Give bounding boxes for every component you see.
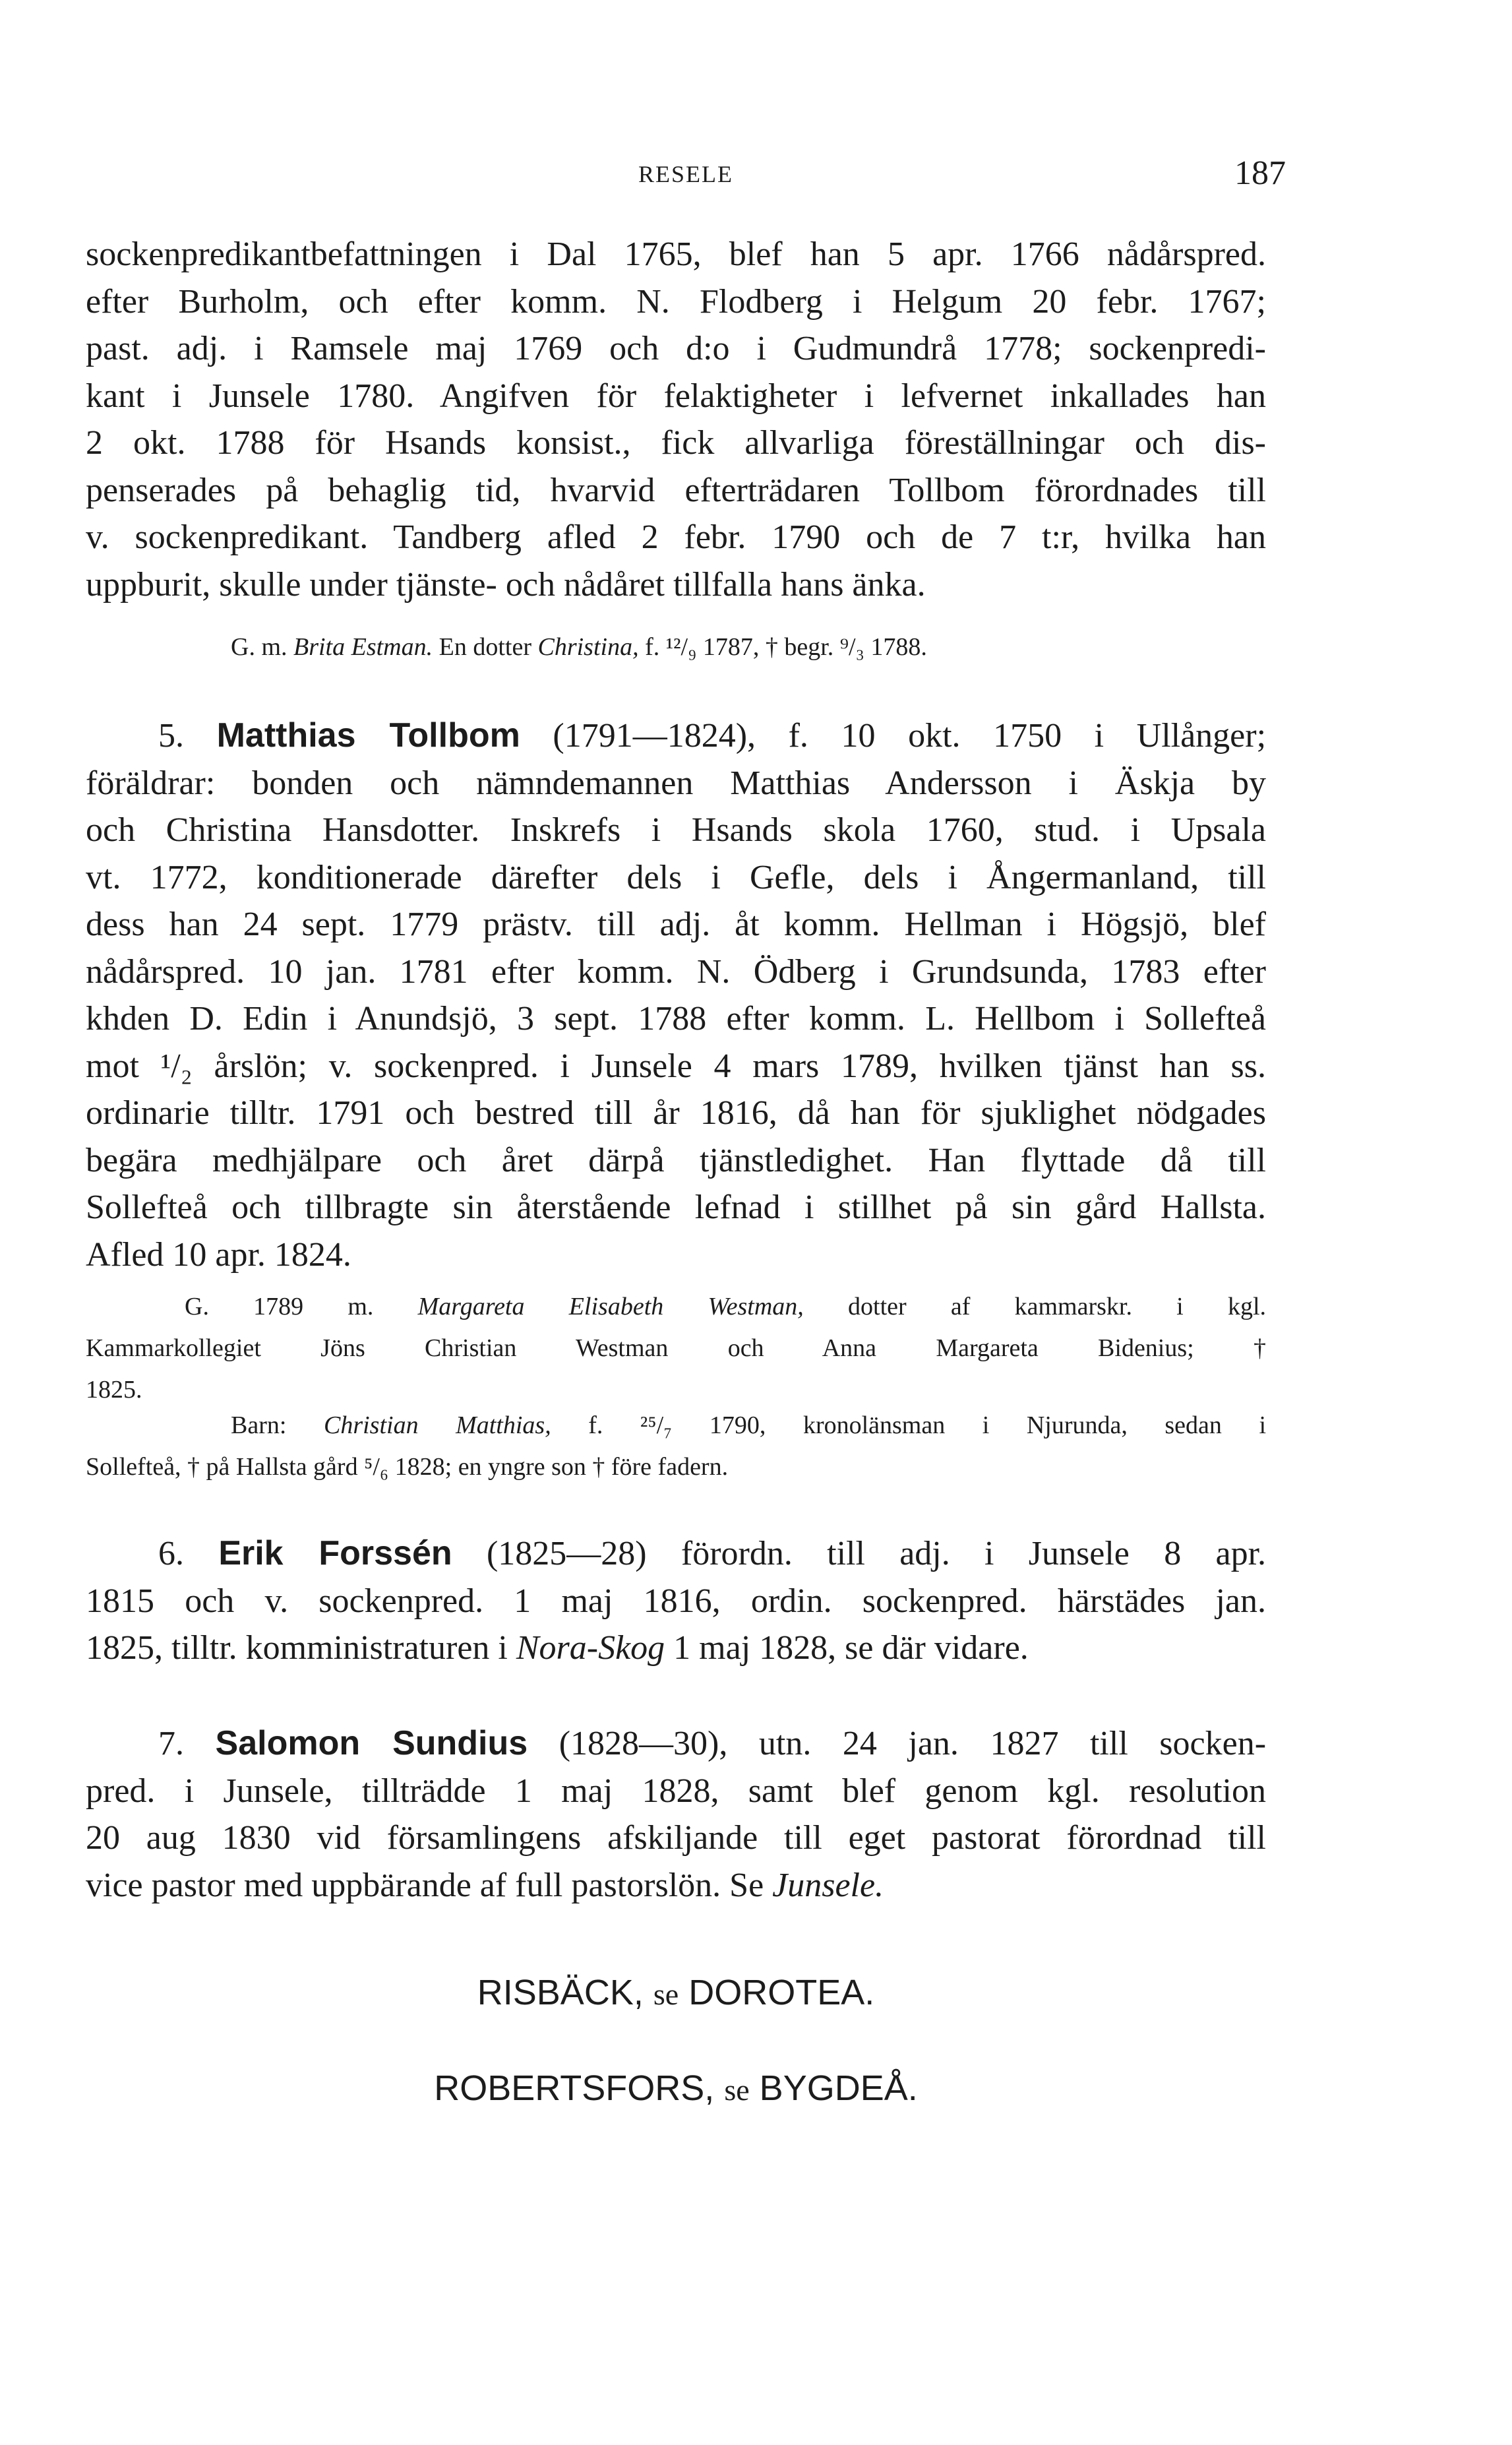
spouse-name: Brita Estman. xyxy=(293,633,433,661)
note-line: 1825. xyxy=(86,1376,142,1404)
entry-name: Matthias Tollbom xyxy=(216,716,520,755)
entry-heading-line: 5. Matthias Tollbom (1791—1824), f. 10 okt. 1750 i Ullånger; xyxy=(158,716,1267,755)
text-line: sockenpredikantbefattningen i Dal 1765, blef han 5 apr. 1766 nådårspred. xyxy=(86,235,1266,273)
text-line: khden D. Edin i Anundsjö, 3 sept. 1788 efter komm. L. Hellbom i Sollefteå xyxy=(86,1000,1266,1037)
text-line: uppburit, skulle under tjänste- och nådåret tillfalla hans änka. xyxy=(86,565,926,604)
text-line: föräldrar: bonden och nämndemannen Matthias Andersson i Äskja by xyxy=(86,764,1266,802)
place-reference: Nora-Skog xyxy=(516,1629,665,1667)
text-line: v. sockenpredikant. Tandberg afled 2 febr. 1790 och de 7 t:r, hvilka han xyxy=(86,518,1266,556)
marriage-note-tandberg xyxy=(86,627,1266,668)
note-line: Barn: Christian Matthias, f. ²⁵/₇ 1790, kronolänsman i Njurunda, sedan i xyxy=(231,1411,1267,1439)
note-line: G. m. Brita Estman. En dotter Christina, f. ¹²/₉ 1787, † begr. ⁹/₃ 1788. xyxy=(231,633,927,661)
cross-reference-risback: RISBÄCK, se DOROTEA. xyxy=(477,1973,875,2012)
text-line: 2 okt. 1788 för Hsands konsist., fick allvarliga föreställningar och dis- xyxy=(86,424,1266,462)
entry-salomon-sundius xyxy=(86,1720,1266,1909)
note-line: Kammarkollegiet Jöns Christian Westman och Anna Margareta Bidenius; † xyxy=(86,1334,1266,1362)
text-line: och Christina Hansdotter. Inskrefs i Hsands skola 1760, stud. i Upsala xyxy=(86,811,1266,849)
text-line: dess han 24 sept. 1779 prästv. till adj. åt komm. Hellman i Högsjö, blef xyxy=(86,906,1266,943)
text-line: 1825, tilltr. komministraturen i Nora-Skog 1 maj 1828, se där vidare. xyxy=(86,1629,1029,1667)
text-line: efter Burholm, och efter komm. N. Flodberg i Helgum 20 febr. 1767; xyxy=(86,282,1266,321)
text-line: past. adj. i Ramsele maj 1769 och d:o i Gudmundrå 1778; sockenpredi- xyxy=(86,330,1266,367)
entry-heading-line: 6. Erik Forssén (1825—28) förordn. till adj. i Junsele 8 apr. xyxy=(158,1534,1267,1572)
text-line: kant i Junsele 1780. Angifven för felaktigheter i lefvernet inkallades han xyxy=(86,377,1266,415)
child-name: Christian Matthias, xyxy=(323,1411,551,1439)
note-line: G. 1789 m. Margareta Elisabeth Westman, dotter af kammarskr. i kgl. xyxy=(185,1293,1267,1320)
entry-number: 6. xyxy=(158,1535,184,1572)
text-line: pred. i Junsele, tillträdde 1 maj 1828, samt blef genom kgl. resolution xyxy=(86,1772,1266,1810)
page-header xyxy=(86,154,1286,200)
cross-reference-robertsfors: ROBERTSFORS, se BYGDEÅ. xyxy=(434,2068,918,2108)
entry-erik-forssen xyxy=(86,1530,1266,1672)
entry-number: 7. xyxy=(158,1725,184,1762)
child-name: Christina, xyxy=(537,633,639,661)
text-line: Sollefteå och tillbragte sin återstående lefnad i stillhet på sin gård Hallsta. xyxy=(86,1189,1266,1226)
paragraph-tandberg-continued xyxy=(86,231,1266,608)
running-title: RESELE xyxy=(638,161,733,187)
place-reference: Junsele. xyxy=(772,1866,884,1904)
text-line: Afled 10 apr. 1824. xyxy=(86,1235,351,1274)
text-line: nådårspred. 10 jan. 1781 efter komm. N. Ödberg i Grundsunda, 1783 efter xyxy=(86,952,1266,991)
text-line: begära medhjälpare och året därpå tjänstledighet. Han flyttade då till xyxy=(86,1141,1266,1179)
children-note-tollbom xyxy=(86,1405,1266,1488)
page-number: 187 xyxy=(1234,154,1286,192)
entry-name: Erik Forssén xyxy=(218,1534,452,1572)
marriage-note-tollbom xyxy=(86,1286,1266,1411)
entry-number: 5. xyxy=(158,717,184,755)
text-line: 20 aug 1830 vid församlingens afskiljande till eget pastorat förordnad till xyxy=(86,1819,1266,1857)
note-line: Sollefteå, † på Hallsta gård ⁵/₆ 1828; en yngre son † före fadern. xyxy=(86,1453,729,1481)
entry-name: Salomon Sundius xyxy=(215,1724,528,1762)
text-line: ordinarie tilltr. 1791 och bestred till år 1816, då han för sjuklighet nödgades xyxy=(86,1094,1266,1132)
entry-matthias-tollbom xyxy=(86,712,1266,1278)
entry-heading-line: 7. Salomon Sundius (1828—30), utn. 24 jan. 1827 till socken- xyxy=(158,1724,1267,1762)
text-line: 1815 och v. sockenpred. 1 maj 1816, ordin. sockenpred. härstädes jan. xyxy=(86,1582,1266,1620)
spouse-name: Margareta Elisabeth Westman, xyxy=(417,1293,804,1320)
text-line: vice pastor med uppbärande af full pastorslön. Se Junsele. xyxy=(86,1866,884,1904)
text-line: mot ¹/₂ årslön; v. sockenpred. i Junsele 4 mars 1789, hvilken tjänst han ss. xyxy=(86,1047,1266,1085)
text-line: penserades på behaglig tid, hvarvid efterträdaren Tollbom förordnades till xyxy=(86,471,1266,509)
text-line: vt. 1772, konditionerade därefter dels i Gefle, dels i Ångermanland, till xyxy=(86,858,1266,896)
